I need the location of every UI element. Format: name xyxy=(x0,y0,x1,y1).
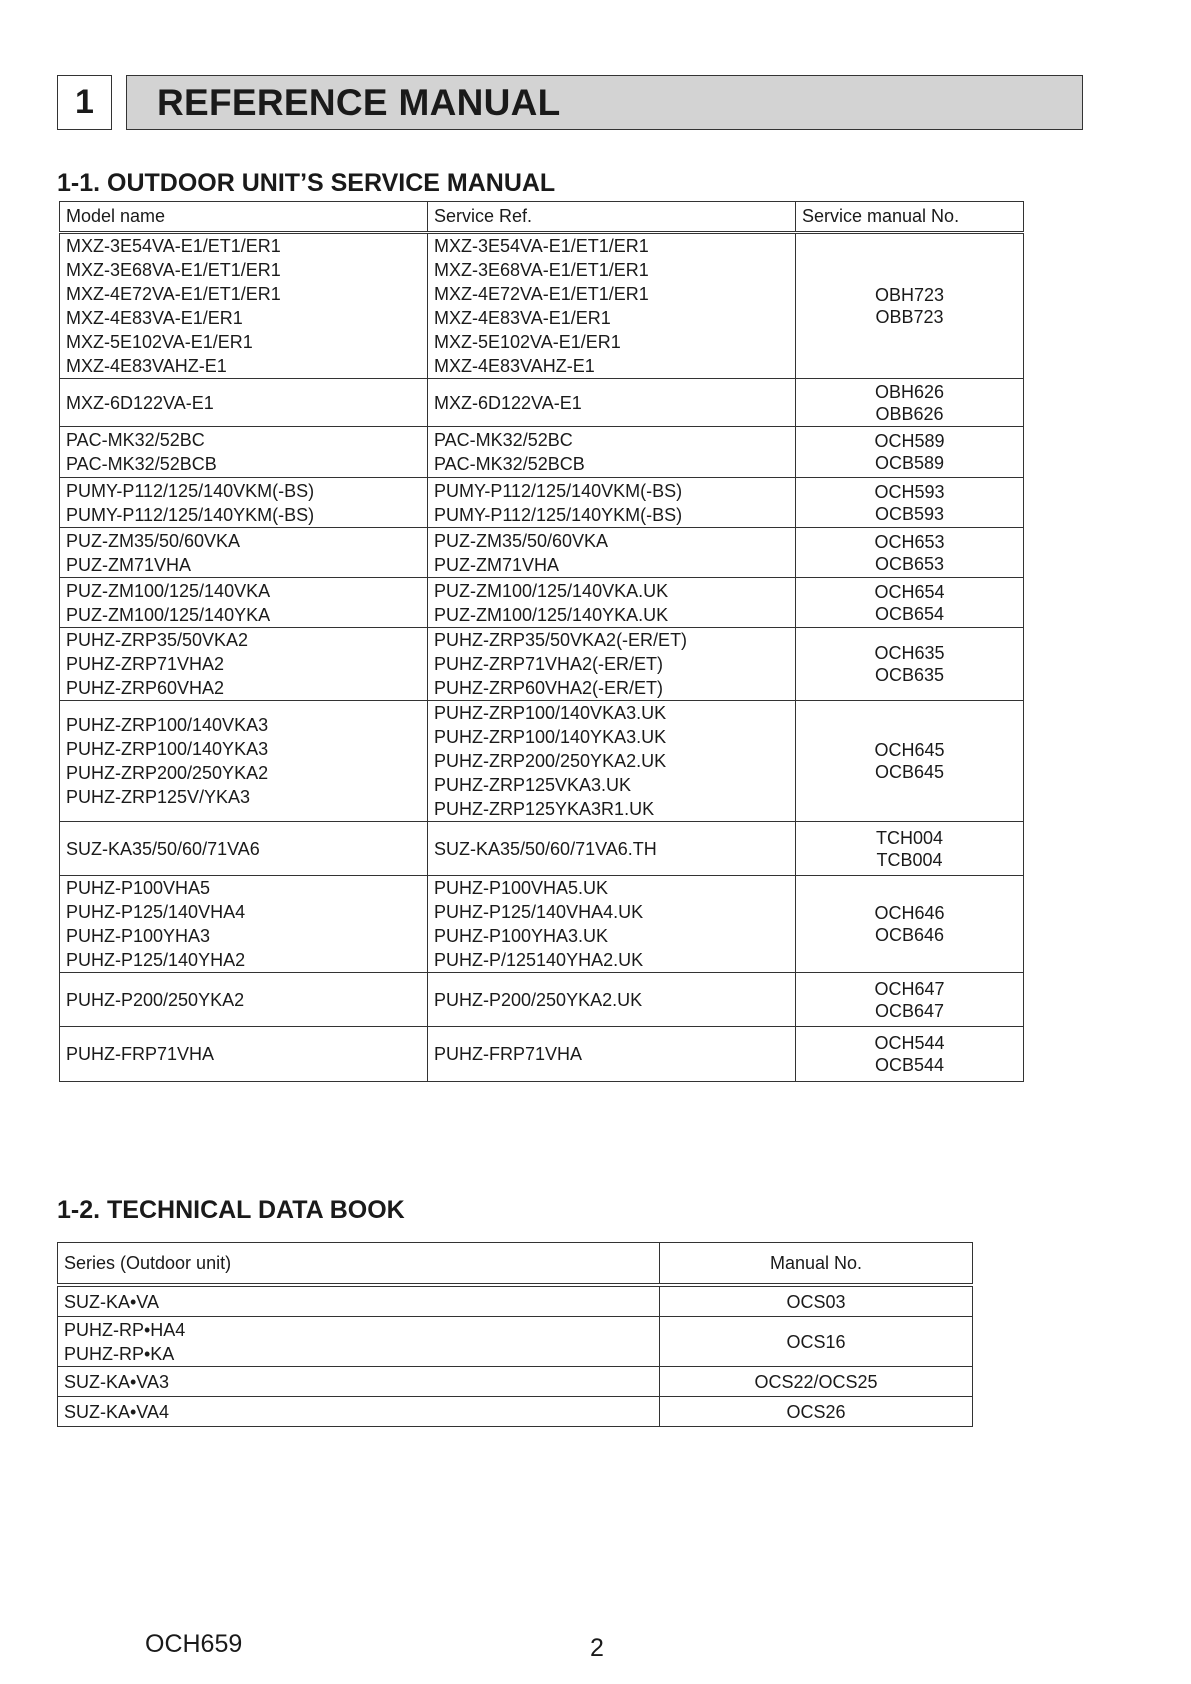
cell-line: PUZ-ZM100/125/140VKA xyxy=(66,580,271,601)
model-name-cell xyxy=(60,233,428,379)
cell-line: PUZ-ZM100/125/140YKA xyxy=(66,604,271,625)
table-row xyxy=(58,1317,973,1367)
cell-line: PUHZ-ZRP200/250YKA2.UK xyxy=(434,751,667,771)
service-manual-no-cell xyxy=(796,379,1024,427)
table-header-row xyxy=(60,202,1024,233)
service-manual-no-cell xyxy=(796,973,1024,1027)
series-cell xyxy=(58,1397,660,1427)
cell-line: MXZ-3E68VA-E1/ET1/ER1 xyxy=(434,260,649,280)
cell-line: OCH645 xyxy=(874,740,945,760)
cell-line: OCH544 xyxy=(874,1033,945,1053)
cell-line: MXZ-4E72VA-E1/ET1/ER1 xyxy=(434,284,649,304)
cell-line: PUHZ-P100VHA5 xyxy=(66,878,211,898)
cell-line: PUHZ-ZRP200/250YKA2 xyxy=(66,763,269,783)
cell-line: PUMY-P112/125/140VKM(-BS) xyxy=(434,480,683,501)
cell-line: MXZ-3E54VA-E1/ET1/ER1 xyxy=(434,236,649,256)
model-name-cell xyxy=(60,822,428,876)
cell-line: PUHZ-P100VHA5.UK xyxy=(434,878,609,898)
cell-line: PUHZ-ZRP125V/YKA3 xyxy=(66,787,251,807)
cell-line: PUHZ-ZRP125VKA3.UK xyxy=(434,775,632,795)
cell-line: MXZ-4E72VA-E1/ET1/ER1 xyxy=(66,284,281,304)
service-ref-cell xyxy=(428,973,796,1027)
model-name-cell xyxy=(60,628,428,701)
cell-line: TCH004 xyxy=(875,827,944,848)
column-header-service-manual-no: Service manual No. xyxy=(796,202,1024,233)
footer-document-number: OCH659 xyxy=(145,1630,243,1658)
service-manual-no-cell xyxy=(796,628,1024,701)
cell-line: PUHZ-FRP71VHA xyxy=(434,1044,583,1064)
model-name-cell xyxy=(60,1027,428,1082)
cell-line: MXZ-3E68VA-E1/ET1/ER1 xyxy=(66,260,281,280)
table-row xyxy=(58,1397,973,1427)
cell-line: MXZ-4E83VAHZ-E1 xyxy=(66,356,227,376)
service-manual-no-cell xyxy=(796,528,1024,578)
cell-line: OBB626 xyxy=(875,403,944,424)
cell-line: OCH654 xyxy=(874,581,945,602)
model-name-cell xyxy=(60,701,428,822)
cell-line: OBH626 xyxy=(874,381,945,402)
cell-line: PUHZ-FRP71VHA xyxy=(66,1044,215,1064)
service-ref-cell xyxy=(428,1027,796,1082)
table-row xyxy=(60,528,1024,578)
cell-line: OBB723 xyxy=(875,307,944,327)
section-heading-technical-data-book: 1-2. TECHNICAL DATA BOOK xyxy=(57,1196,405,1224)
cell-line: PUHZ-ZRP35/50VKA2(-ER/ET) xyxy=(434,630,688,650)
cell-line: OCB646 xyxy=(874,925,945,945)
cell-line: PUHZ-ZRP100/140YKA3 xyxy=(66,739,269,759)
cell-line: PUHZ-ZRP60VHA2 xyxy=(66,678,225,698)
section-heading-outdoor-service-manual: 1-1. OUTDOOR UNIT’S SERVICE MANUAL xyxy=(57,169,556,197)
cell-line: OCB654 xyxy=(874,603,945,624)
cell-line: PUHZ-P100YHA3.UK xyxy=(434,926,609,946)
cell-line: PUHZ-ZRP125YKA3R1.UK xyxy=(434,799,655,819)
cell-line: PUZ-ZM71VHA xyxy=(66,554,192,575)
service-ref-cell xyxy=(428,379,796,427)
cell-line: OBH723 xyxy=(874,285,945,305)
cell-line: OCB647 xyxy=(874,1000,945,1021)
service-ref-cell xyxy=(428,876,796,973)
model-name-cell xyxy=(60,973,428,1027)
service-manual-no-cell xyxy=(796,233,1024,379)
cell-line: PUZ-ZM35/50/60VKA xyxy=(434,530,609,551)
cell-line: PUHZ-ZRP71VHA2 xyxy=(66,654,225,674)
cell-line: OCH589 xyxy=(874,431,945,451)
cell-line: PUZ-ZM71VHA xyxy=(434,554,560,575)
cell-line: OCB544 xyxy=(874,1055,945,1075)
cell-line: PUHZ-P125/140YHA2 xyxy=(66,950,246,970)
cell-line: TCB004 xyxy=(876,849,943,870)
service-ref-cell xyxy=(428,528,796,578)
cell-line: MXZ-4E83VAHZ-E1 xyxy=(434,356,595,376)
series-cell xyxy=(58,1317,660,1367)
cell-line: OCH635 xyxy=(874,643,945,663)
cell-line: PAC-MK32/52BCB xyxy=(434,454,585,474)
cell-line: MXZ-5E102VA-E1/ER1 xyxy=(66,332,253,352)
model-name-cell xyxy=(60,427,428,478)
manual-no-cell: OCS16 xyxy=(660,1317,973,1367)
model-name-cell xyxy=(60,578,428,628)
series-cell xyxy=(58,1285,660,1317)
service-manual-no-cell xyxy=(796,1027,1024,1082)
table-row xyxy=(60,478,1024,528)
cell-line: OCH647 xyxy=(874,978,945,999)
series-cell xyxy=(58,1367,660,1397)
cell-line: PUHZ-RP•HA4 xyxy=(64,1319,186,1340)
service-ref-cell xyxy=(428,233,796,379)
table-row xyxy=(60,973,1024,1027)
manual-no-cell: OCS22/OCS25 xyxy=(660,1367,973,1397)
cell-line: PUHZ-RP•KA xyxy=(64,1343,175,1364)
cell-line: PUZ-ZM100/125/140VKA.UK xyxy=(434,580,669,601)
table-row xyxy=(60,578,1024,628)
cell-line: PUHZ-P125/140VHA4 xyxy=(66,902,246,922)
column-header-series: Series (Outdoor unit) xyxy=(58,1243,660,1286)
model-name-cell xyxy=(60,478,428,528)
cell-line: OCH653 xyxy=(874,531,945,552)
column-header-service-ref: Service Ref. xyxy=(428,202,796,233)
cell-line: PUHZ-P200/250YKA2.UK xyxy=(434,989,643,1010)
table-row xyxy=(60,1027,1024,1082)
manual-no-cell: OCS03 xyxy=(660,1285,973,1317)
cell-line: PAC-MK32/52BC xyxy=(434,430,573,450)
cell-line: PUHZ-P100YHA3 xyxy=(66,926,211,946)
cell-line: OCB645 xyxy=(874,762,945,782)
cell-line: MXZ-4E83VA-E1/ER1 xyxy=(66,308,243,328)
cell-line: PUHZ-ZRP60VHA2(-ER/ET) xyxy=(434,678,664,698)
cell-line: PUHZ-ZRP100/140YKA3.UK xyxy=(434,727,667,747)
service-manual-no-cell xyxy=(796,578,1024,628)
model-name-cell xyxy=(60,876,428,973)
cell-line: PAC-MK32/52BC xyxy=(66,430,205,450)
table-row xyxy=(60,427,1024,478)
cell-line: PUHZ-P/125140YHA2.UK xyxy=(434,950,644,970)
cell-line: SUZ-KA•VA4 xyxy=(64,1401,169,1422)
cell-line: PUMY-P112/125/140YKM(-BS) xyxy=(434,504,683,525)
service-ref-cell xyxy=(428,701,796,822)
cell-line: PUZ-ZM35/50/60VKA xyxy=(66,530,241,551)
cell-line: SUZ-KA•VA xyxy=(64,1291,159,1312)
cell-line: MXZ-6D122VA-E1 xyxy=(66,392,214,413)
service-manual-no-cell xyxy=(796,822,1024,876)
cell-line: PUMY-P112/125/140YKM(-BS) xyxy=(66,504,315,525)
table-row xyxy=(58,1285,973,1317)
table-row xyxy=(60,379,1024,427)
table-row xyxy=(60,233,1024,379)
service-ref-cell xyxy=(428,427,796,478)
service-ref-cell xyxy=(428,578,796,628)
cell-line: PUMY-P112/125/140VKM(-BS) xyxy=(66,480,315,501)
model-name-cell xyxy=(60,379,428,427)
service-manual-no-cell xyxy=(796,427,1024,478)
service-ref-cell xyxy=(428,822,796,876)
cell-line: MXZ-4E83VA-E1/ER1 xyxy=(434,308,611,328)
service-manual-no-cell xyxy=(796,701,1024,822)
cell-line: PUHZ-ZRP100/140VKA3.UK xyxy=(434,703,667,723)
cell-line: OCH646 xyxy=(874,903,945,923)
cell-line: MXZ-5E102VA-E1/ER1 xyxy=(434,332,621,352)
chapter-title: REFERENCE MANUAL xyxy=(126,75,1083,130)
table-header-row xyxy=(58,1243,973,1286)
cell-line: OCB653 xyxy=(874,553,945,574)
cell-line: PUHZ-ZRP71VHA2(-ER/ET) xyxy=(434,654,664,674)
service-ref-cell xyxy=(428,478,796,528)
table-row xyxy=(60,822,1024,876)
cell-line: OCH593 xyxy=(874,481,945,502)
outdoor-service-manual-table xyxy=(59,201,1024,1082)
cell-line: PUHZ-P200/250YKA2 xyxy=(66,989,245,1010)
manual-no-cell: OCS26 xyxy=(660,1397,973,1427)
service-manual-no-cell xyxy=(796,478,1024,528)
footer-page-number: 2 xyxy=(590,1634,604,1662)
cell-line: SUZ-KA35/50/60/71VA6.TH xyxy=(434,838,657,859)
model-name-cell xyxy=(60,528,428,578)
column-header-model-name: Model name xyxy=(60,202,428,233)
column-header-manual-no: Manual No. xyxy=(660,1243,973,1286)
chapter-number: 1 xyxy=(57,75,112,130)
cell-line: OCB589 xyxy=(874,453,945,473)
service-ref-cell xyxy=(428,628,796,701)
cell-line: PUHZ-ZRP35/50VKA2 xyxy=(66,630,249,650)
cell-line: PUHZ-P125/140VHA4.UK xyxy=(434,902,644,922)
cell-line: SUZ-KA•VA3 xyxy=(64,1371,169,1392)
table-row xyxy=(60,628,1024,701)
cell-line: PUHZ-ZRP100/140VKA3 xyxy=(66,715,269,735)
cell-line: MXZ-3E54VA-E1/ET1/ER1 xyxy=(66,236,281,256)
service-manual-no-cell xyxy=(796,876,1024,973)
cell-line: OCB635 xyxy=(874,665,945,685)
cell-line: PUZ-ZM100/125/140YKA.UK xyxy=(434,604,669,625)
cell-line: SUZ-KA35/50/60/71VA6 xyxy=(66,838,260,859)
table-row xyxy=(58,1367,973,1397)
table-row xyxy=(60,701,1024,822)
cell-line: PAC-MK32/52BCB xyxy=(66,454,217,474)
technical-data-book-table xyxy=(57,1242,973,1427)
cell-line: MXZ-6D122VA-E1 xyxy=(434,392,582,413)
table-row xyxy=(60,876,1024,973)
cell-line: OCB593 xyxy=(874,503,945,524)
